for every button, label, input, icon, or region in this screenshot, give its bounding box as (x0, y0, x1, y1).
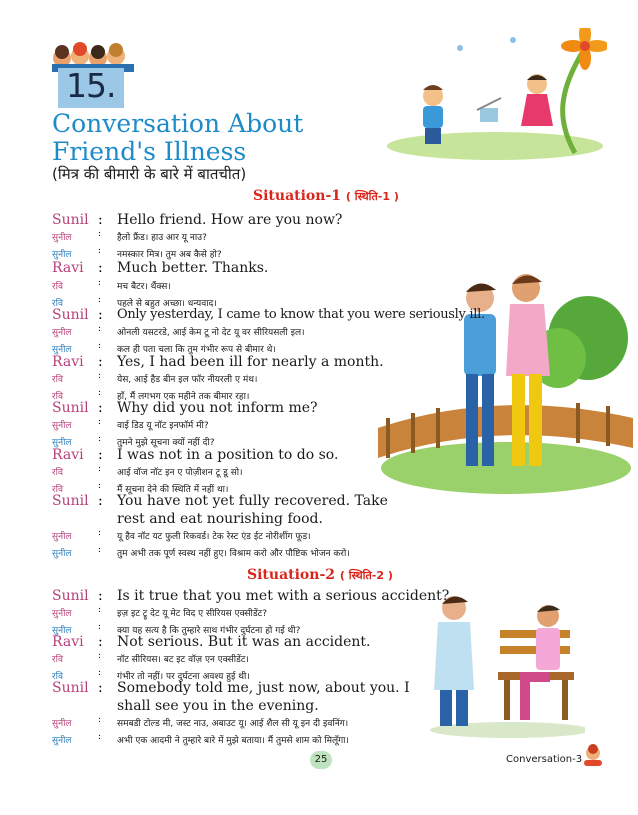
dialogue-en: You have not yet fully recovered. Take (117, 493, 388, 509)
colon: : (98, 545, 102, 555)
speaker-hi: सुनील (52, 328, 72, 338)
speaker-en-7: Sunil (52, 493, 89, 509)
dialogue-en: Yes, I had been ill for nearly a month. (117, 354, 384, 370)
dialogue-hindi: गंभीर तो नहीं। पर दुर्घटना अवश्य हुई थी। (117, 672, 250, 682)
colon: : (98, 464, 102, 474)
speaker-hi: सुनील (52, 250, 72, 260)
dialogue-translit: मच बैटर। थैंक्स। (117, 282, 171, 292)
colon: : (98, 634, 103, 650)
speaker-en-3: Sunil (52, 307, 89, 323)
situation-2-label: Situation-2 (247, 567, 335, 583)
dialogue-translit: इज़ इट ट्रू देट यू मेट विद ए सीरियस एक्सीडेंट? (117, 609, 267, 619)
colon: : (98, 229, 102, 239)
situation-2-heading (247, 567, 393, 583)
speaker-hi: रवि (52, 282, 64, 292)
speaker-en-6: Ravi (52, 447, 84, 463)
dialogue-en: Why did you not inform me? (117, 400, 318, 416)
colon: : (98, 732, 102, 742)
speaker-hi: रवि (52, 299, 64, 309)
colon: : (98, 354, 103, 370)
dialogue-translit: हैलो फ्रैंड। हाउ आर यू नाउ? (117, 233, 207, 243)
colon: : (98, 246, 102, 256)
dialogue-en: Somebody told me, just now, about you. I (117, 680, 410, 696)
speaker-hi: सुनील (52, 233, 72, 243)
colon: : (98, 481, 102, 491)
speaker-hi: रवि (52, 655, 64, 665)
colon: : (98, 434, 102, 444)
dialogue-en: Not serious. But it was an accident. (117, 634, 371, 650)
colon: : (98, 715, 102, 725)
colon: : (98, 588, 103, 604)
dialogue-hindi: क्या यह सत्य है कि तुम्हारे साथ गंभीर दुर्घटना हो गई थी? (117, 626, 301, 636)
dialogue-en: Hello friend. How are you now? (117, 212, 343, 228)
colon: : (98, 622, 102, 632)
dialogue-en: Only yesterday, I came to know that you were seriously ill. (117, 307, 485, 322)
situation-1-hindi: ( स्थिति-1 ) (345, 190, 399, 203)
dialogue-hindi: तुम अभी तक पूर्ण स्वस्थ नहीं हुए। विश्राम करो और पौष्टिक भोजन करो। (117, 549, 350, 559)
situation-1-label: Situation-1 (253, 188, 341, 204)
footer-kid-icon (578, 744, 608, 768)
dialogue-en-continued: shall see you in the evening. (117, 698, 319, 714)
colon: : (98, 341, 102, 351)
dialogue-translit: नॉट सीरियस। बट इट वॉज़ एन एक्सीडेंट। (117, 655, 249, 665)
colon: : (98, 528, 102, 538)
dialogue-hindi: पहले से बहुत अच्छा। धन्यवाद। (117, 299, 217, 309)
speaker-hi: रवि (52, 468, 64, 478)
speaker-hi: सुनील (52, 736, 72, 746)
speaker-hi: रवि (52, 392, 64, 402)
colon: : (98, 668, 102, 678)
colon: : (98, 651, 102, 661)
page-number: 25 (310, 751, 332, 769)
dialogue-en-continued: rest and eat nourishing food. (117, 511, 323, 527)
colon: : (98, 417, 102, 427)
speaker-en-4: Ravi (52, 354, 84, 370)
colon: : (98, 324, 102, 334)
colon: : (98, 680, 103, 696)
lesson-title: Conversation About Friend's Illness (52, 109, 304, 166)
dialogue-hindi: अभी एक आदमी ने तुम्हारे बारे में मुझे बताया। मैं तुमसे शाम को मिलूँगा। (117, 736, 349, 746)
colon: : (98, 278, 102, 288)
situation-1-heading (253, 188, 399, 204)
lesson-number: 15. (66, 66, 116, 105)
header-garden-illustration (385, 28, 607, 163)
dialogue-translit: येस, आई हैड बीन इल फॉर नीयरली ए मंथ। (117, 375, 258, 385)
dialogue-translit: यू हैव नॉट यट फुली रिकवर्ड। टेक रेस्ट एंड ईट नोरीशींग फूड। (117, 532, 311, 542)
dialogue-en: I was not in a position to do so. (117, 447, 339, 463)
dialogue-hindi: कल ही पता चला कि तुम गंभीर रूप से बीमार थे। (117, 345, 276, 355)
colon: : (98, 212, 103, 228)
speaker-hi: रवि (52, 672, 64, 682)
colon: : (98, 447, 103, 463)
dialogue-hindi: हाँ, मैं लगभग एक महीने तक बीमार रहा। (117, 392, 250, 402)
colon: : (98, 493, 103, 509)
dialogue-translit: वाई डिड यू नॉट इनफॉर्म मी? (117, 421, 209, 431)
dialogue-hindi: नमस्कार मित्र। तुम अब कैसे हो? (117, 250, 222, 260)
dialogue-en: Much better. Thanks. (117, 260, 269, 276)
dialogue-translit: ओनली यसटरडे, आई केम टू नो देट यू वर सीरियसली इल। (117, 328, 305, 338)
situation-2-hindi: ( स्थिति-2 ) (339, 569, 393, 582)
dialogue-en: Is it true that you met with a serious accident? (117, 588, 450, 604)
speaker-hi: सुनील (52, 609, 72, 619)
speaker-hi: सुनील (52, 549, 72, 559)
colon: : (98, 400, 103, 416)
speaker-en-8: Sunil (52, 588, 89, 604)
speaker-hi: सुनील (52, 421, 72, 431)
colon: : (98, 605, 102, 615)
dialogue-translit: आई वॉज नॉट इन ए पोज़ीशन टू डू सो। (117, 468, 243, 478)
speaker-en-10: Sunil (52, 680, 89, 696)
speaker-hi: सुनील (52, 532, 72, 542)
dialogue-translit: समबडी टोल्ड मी, जस्ट नाउ, अबाउट यू। आई शैल सी यू इन दी इवनिंग। (117, 719, 349, 729)
colon: : (98, 260, 103, 276)
speaker-hi: सुनील (52, 345, 72, 355)
dialogue-hindi: मैं सूचना देने की स्थिति में नहीं था। (117, 485, 229, 495)
colon: : (98, 388, 102, 398)
speaker-en-1: Sunil (52, 212, 89, 228)
footer-section-label: Conversation-3 (506, 754, 583, 765)
dialogue-hindi: तुमने मुझे सूचना क्यों नहीं दी? (117, 438, 215, 448)
speaker-hi: सुनील (52, 719, 72, 729)
colon: : (98, 307, 103, 323)
speaker-hi: सुनील (52, 438, 72, 448)
lesson-subtitle-hindi: (मित्र की बीमारी के बारे में बातचीत) (52, 165, 247, 183)
speaker-hi: रवि (52, 485, 64, 495)
two-men-garden-illustration (378, 268, 633, 500)
speaker-en-2: Ravi (52, 260, 84, 276)
speaker-hi: सुनील (52, 626, 72, 636)
colon: : (98, 295, 102, 305)
bench-conversation-illustration (420, 590, 585, 740)
speaker-en-9: Ravi (52, 634, 84, 650)
colon: : (98, 371, 102, 381)
speaker-en-5: Sunil (52, 400, 89, 416)
speaker-hi: रवि (52, 375, 64, 385)
